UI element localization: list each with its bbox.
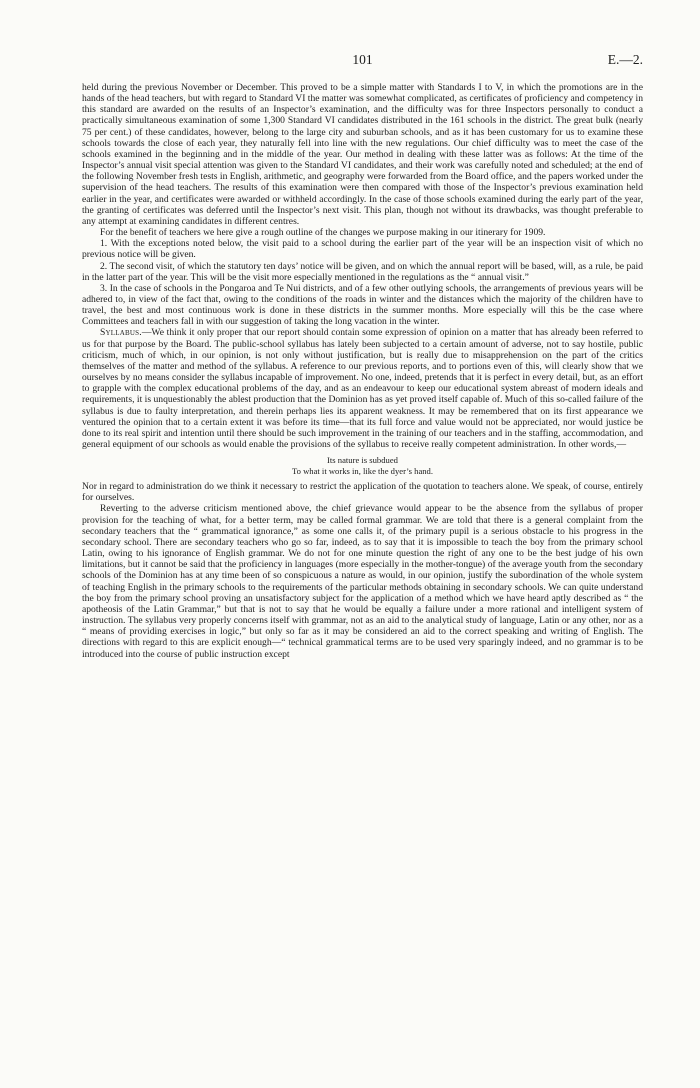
page-number: 101 [352,52,373,67]
paragraph: 1. With the exceptions noted below, the visit paid to a school during the earlier part of the year will be an inspection visit of which no previous notice will be given. [82,238,643,261]
paragraph: Nor in regard to administration do we think it necessary to restrict the application of the quotation to teachers alone. We speak, of course, entirely for ourselves. [82,481,643,504]
report-reference: E.—2. [607,52,643,67]
paragraph: held during the previous November or December. This proved to be a simple matter with Standards I to V, in which the promotions are in the hands of the head teachers, but with regard to Standard VI the matter was somewhat complicated, as certificates of proficiency and competency in this standard are awarded on the results of an Inspector’s examination, and the difficulty was for three Inspectors personally to conduct a practically simultaneous examination of some 1,300 Standard VI candidates distributed in the 161 schools in the district. The great bulk (nearly 75 per cent.) of these candidates, however, belong to the large city and suburban schools, and as it has been customary for us to examine these schools towards the close of each year, they naturally fell into line with the new regulations. Our chief difficulty was to meet the case of the schools examined in the beginning and in the middle of the year. Our method in dealing with these latter was as follows: At the time of the Inspector’s annual visit special attention was given to the Standard VI candidates, and their work was carefully noted and scheduled; at the end of the following November fresh tests in English, arithmetic, and geography were forwarded from the Board office, and the papers worked under the supervision of the head teachers. The results of this examination were then compared with those of the Inspector’s previous examination held earlier in the year, and certificates were awarded or withheld accordingly. In the case of those schools examined during the early part of the year, the granting of certificates was deferred until the Inspector’s next visit. This plan, though not without its drawbacks, was thought preferable to any attempt at examining candidates in different centres. [82,82,643,227]
paragraph: 3. In the case of schools in the Pongaroa and Te Nui districts, and of a few other outlying schools, the arrangements of previous years will be adhered to, in view of the fact that, owing to the conditions of the roads in winter and the distances which the majority of the children have to travel, the best and most continuous work is done in these districts in the summer months. More especially will this be the case where Committees and teachers fall in with our suggestion of taking the long vacation in the winter. [82,282,643,328]
paragraph-syllabus [82,327,643,450]
paragraph: Reverting to the adverse criticism mentioned above, the chief grievance would appear to be the absence from the syllabus of proper provision for the teaching of what, for a better term, may be called formal grammar. We are told that there is a general complaint from the secondary teachers that the “ grammatical ignorance,” as some one calls it, of the primary pupil is a serious obstacle to his progress in the secondary school. There are secondary teachers who go so far, indeed, as to say that it is impossible to teach the boy from the primary school Latin, owing to his ignorance of English grammar. We do not for one minute question the right of any one to be the best judge of his own limitations, but it cannot be said that the proficiency in languages (more especially in the mother-tongue) of the average youth from the secondary schools of the Dominion has at any time been of so conspicuous a nature as would, in our opinion, justify the subordination of the whole system of teaching English in the primary schools to the requirements of the particular methods obtaining in secondary schools. We can quite understand the boy from the primary school proving an unsatisfactory subject for the application of a method which we have heard aptly described as “ the apotheosis of the Latin Grammar,” but that is not to say that he would be equally a failure under a more rational and intelligent system of instruction. The syllabus very properly concerns itself with grammar, not as an aid to the analytical study of language, Latin or any other, nor as a “ means of providing exercises in logic,” but only so far as it may be considered an aid to the correct speaking and writing of English. The directions with regard to this are explicit enough—“ technical grammatical terms are to be used very sparingly indeed, and no grammar is to be introduced into the course of public instruction except [82,503,643,660]
section-lead: Syllabus. [100,327,142,339]
block-quote [82,455,643,476]
quote-line: Its nature is subdued [327,455,398,466]
quote-line: To what it works in, like the dyer’s hand. [291,465,433,476]
paragraph: 2. The second visit, of which the statutory ten days’ notice will be given, and on which the annual report will be based, will, as a rule, be paid in the latter part of the year. This will be the visit more especially mentioned in the regulations as the “ annual visit.” [82,260,643,283]
body-text [82,82,643,660]
page-header [82,52,643,70]
paragraph-text: —We think it only proper that our report should contain some expression of opinion on a matter that has already been referred to us for that purpose by the Board. The public-school syllabus has lately been subjected to a certain amount of adverse, not to say hostile, public criticism, much of which, in our opinion, is not only without justification, but is really due to misapprehension on the part of the critics themselves of the matter and method of the syllabus. A reference to our previous reports, and to portions even of this, will clearly show that we ourselves by no means consider the syllabus incapable of improvement. No one, indeed, pretends that it is perfect in every detail, but, as an effort to grapple with the complex educational problems of the day, and as an endeavour to keep our educational system abreast of modern ideals and requirements, it is unquestionably the ablest production that the Dominion has as yet proved itself capable of. Much of this so-called failure of the syllabus is due to faulty interpretation, and therein perhaps lies its apparent weakness. It may be remembered that on its first appearance we ventured the opinion that to a certain extent it was before its time—that its full force and value would not be appreciated, nor would justice be done to its real spirit and intention until there should be such improvement in the training of our teachers and in the staffing, accommodation, and general equipment of our schools as would enable the provisions of the syllabus to receive really competent administration. In other words,— [82,327,643,450]
paragraph: For the benefit of teachers we here give a rough outline of the changes we purpose making in our itinerary for 1909. [100,227,546,239]
